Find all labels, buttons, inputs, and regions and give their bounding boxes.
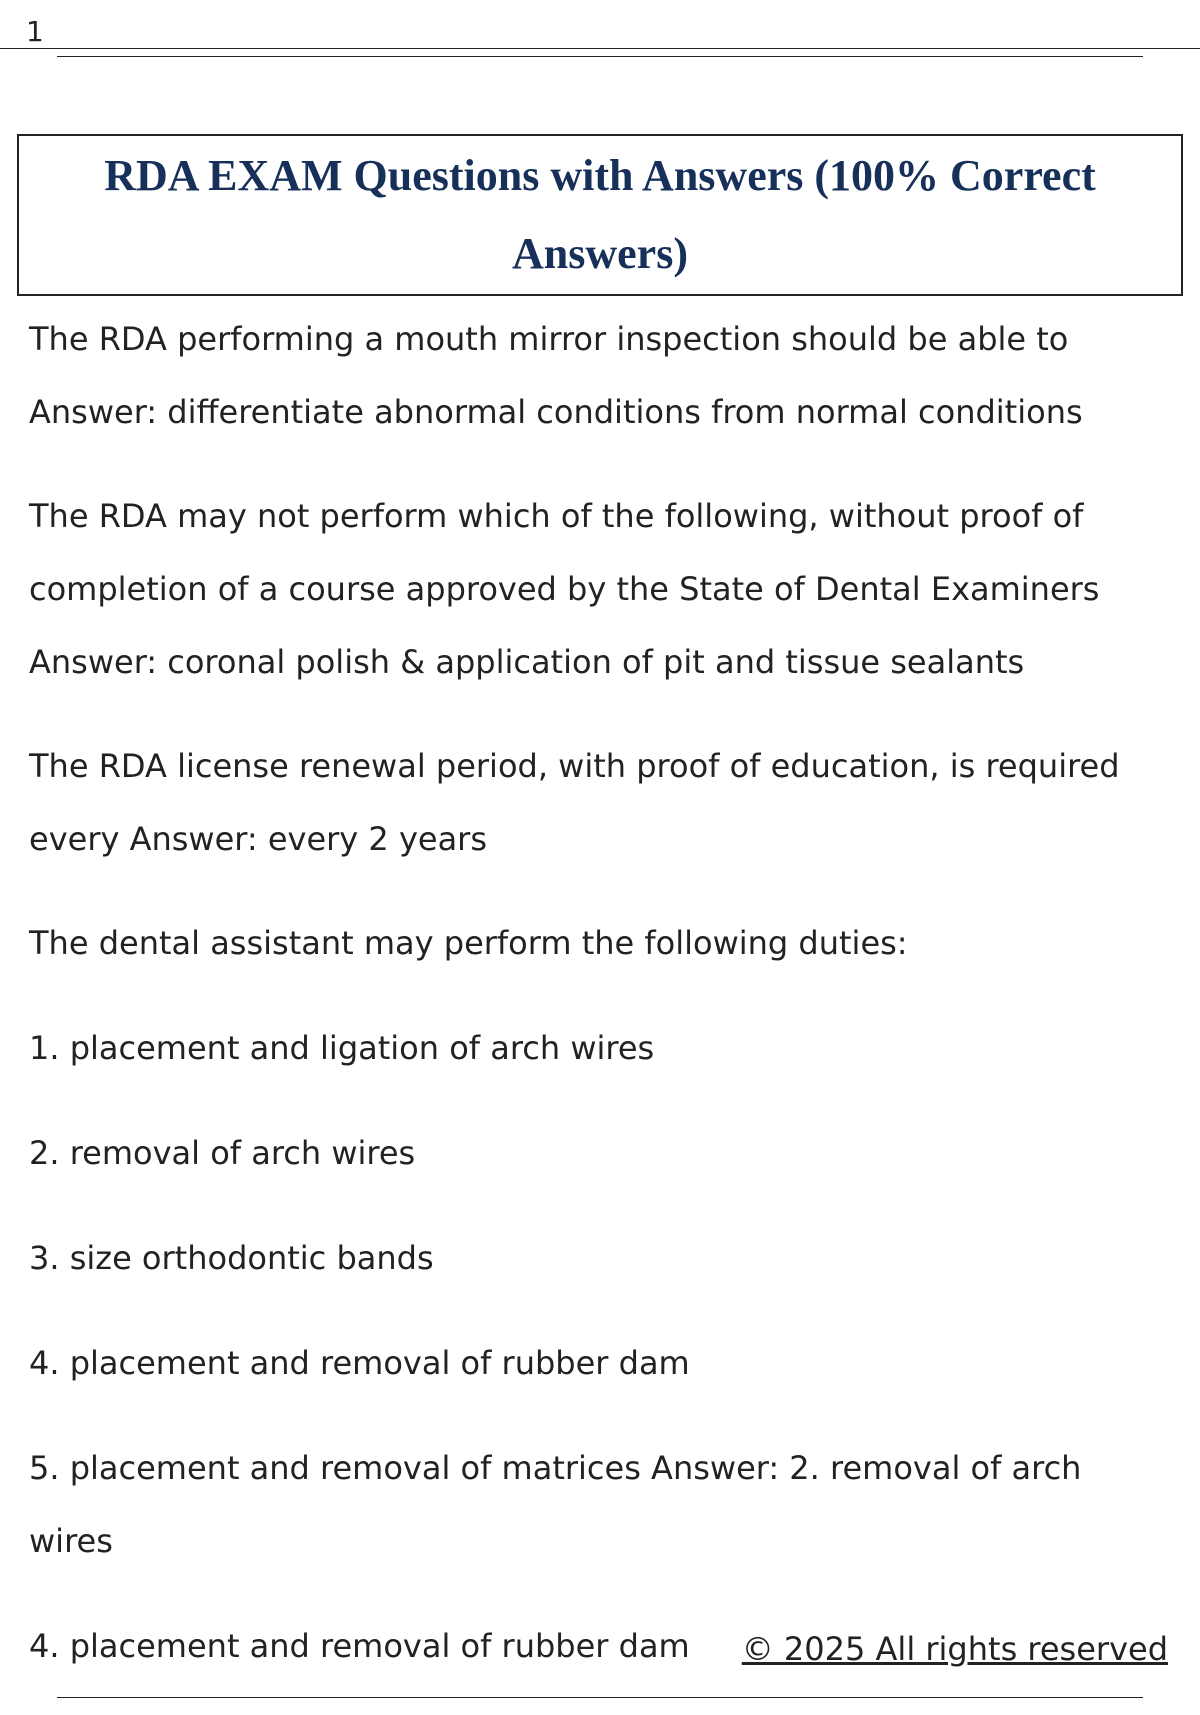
duty-list-item-with-answer: 5. placement and removal of matrices Answer: 2. removal of arch wires	[29, 1449, 1082, 1560]
duty-list-item: 1. placement and ligation of arch wires	[29, 1029, 655, 1067]
copyright-notice: © 2025 All rights reserved	[741, 1630, 1168, 1668]
document-body	[29, 303, 1169, 1715]
question-course-requirement: The RDA may not perform which of the following, without proof of completion of a course approved by the State of Dental Examiners Answer: coronal polish & application of pit and tissue sealants	[29, 497, 1100, 681]
title-box	[17, 134, 1183, 296]
duty-list-item: 2. removal of arch wires	[29, 1134, 416, 1172]
answer-continuation: 4. placement and removal of rubber dam	[29, 1627, 690, 1665]
duty-list-item: 3. size orthodontic bands	[29, 1239, 434, 1277]
question-mirror-inspection: The RDA performing a mouth mirror inspection should be able to Answer: differentiate abnormal conditions from normal conditions	[29, 320, 1083, 431]
document-title: RDA EXAM Questions with Answers (100% Correct Answers)	[104, 151, 1096, 278]
footer-rule	[57, 1697, 1143, 1698]
page-number: 1	[26, 15, 44, 48]
duty-list-item: 4. placement and removal of rubber dam	[29, 1344, 690, 1382]
header-rule-double	[57, 56, 1143, 57]
question-duties-intro: The dental assistant may perform the following duties:	[29, 924, 908, 962]
header-rule	[0, 48, 1200, 49]
question-license-renewal: The RDA license renewal period, with proof of education, is required every Answer: every 2 years	[29, 747, 1120, 858]
